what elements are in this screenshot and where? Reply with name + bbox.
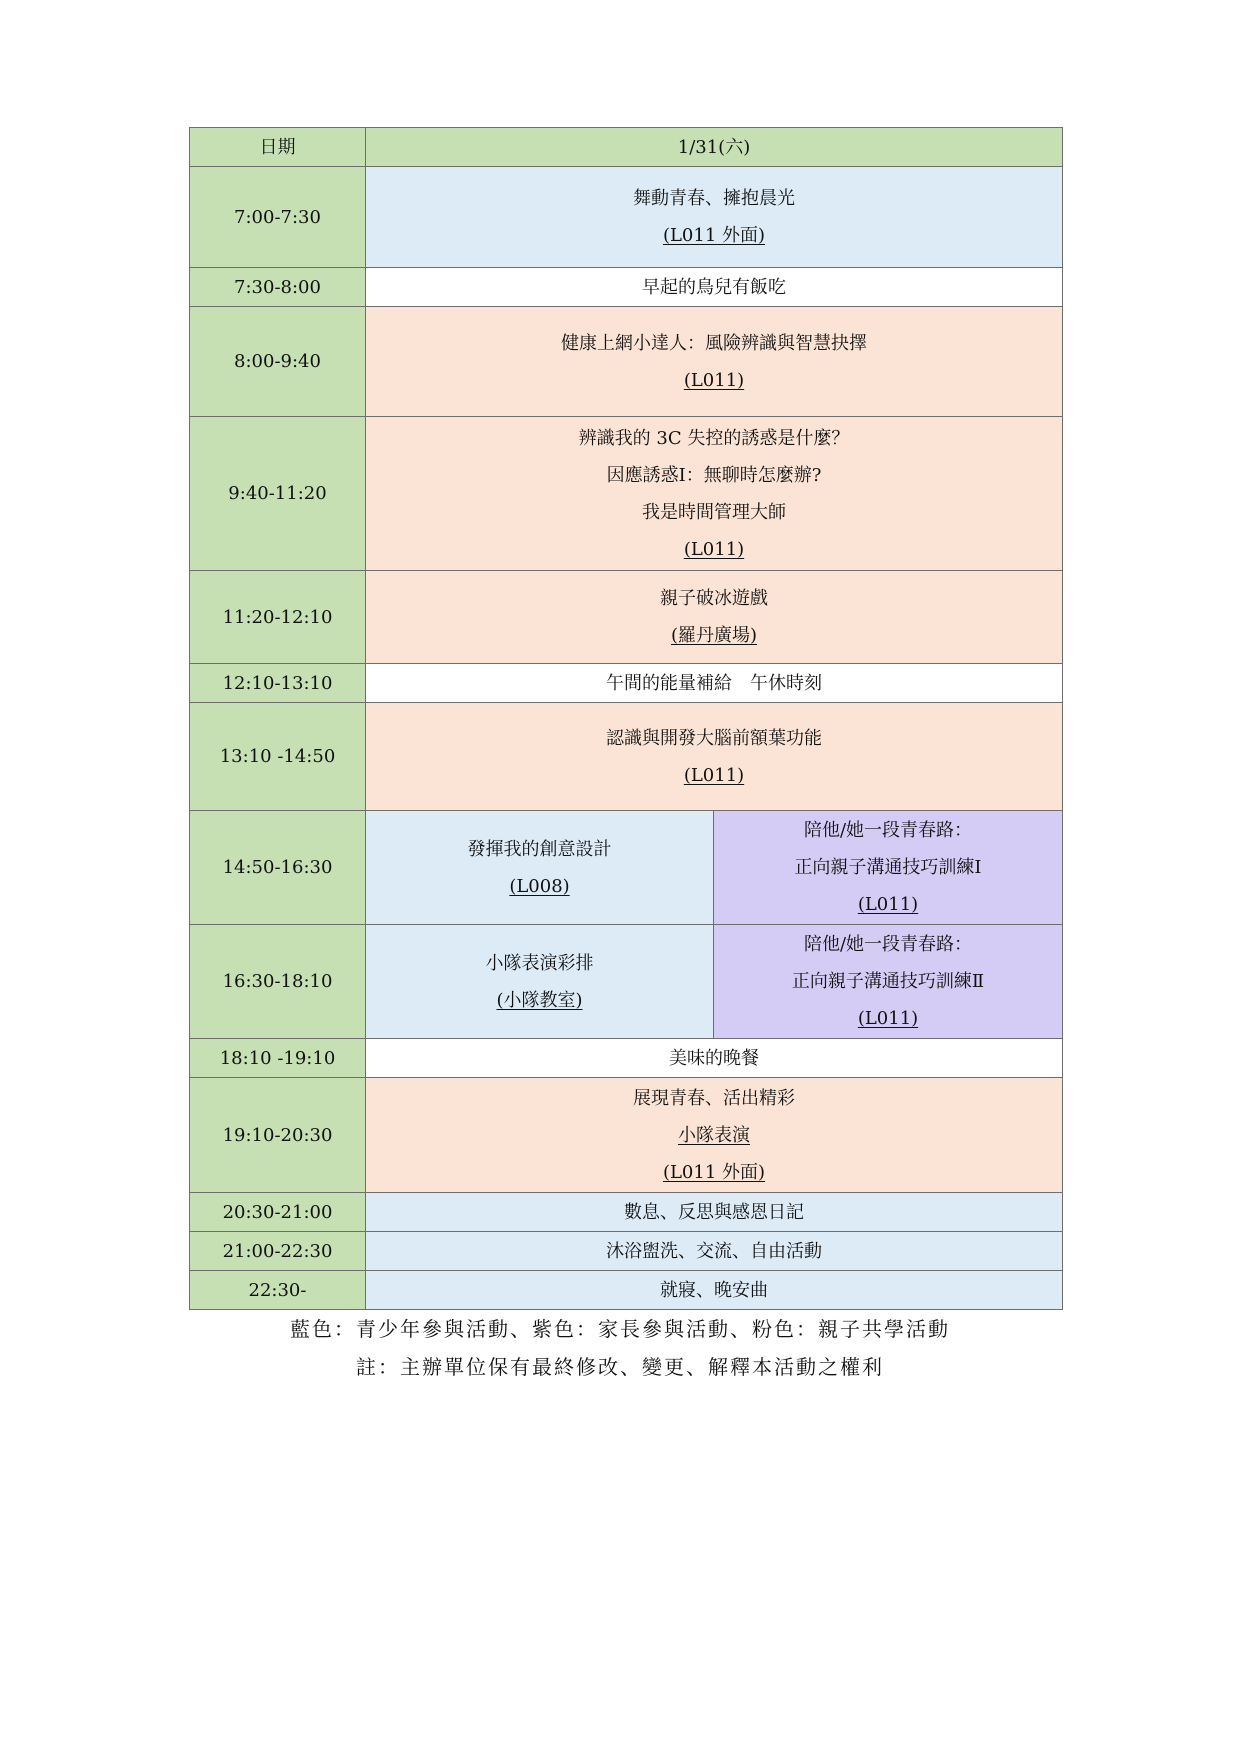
day-header: 1/31(六): [366, 128, 1063, 167]
activity-cell: 早起的鳥兒有飯吃: [366, 268, 1063, 307]
activity-location: (L008): [509, 875, 570, 897]
table-row: [190, 1232, 1063, 1271]
date-label: 日期: [190, 128, 366, 167]
time-cell: 19:10-20:30: [190, 1078, 366, 1193]
activity-title: 辨識我的 3C 失控的誘惑是什麼？: [578, 427, 850, 449]
activity-location: (L011): [857, 894, 919, 915]
activity-location: (L011): [683, 538, 745, 560]
parent-activity-cell: [714, 925, 1063, 1039]
schedule-table: [189, 127, 1063, 1310]
time-cell: 16:30-18:10: [190, 925, 366, 1039]
activity-location: (L011 外面): [662, 1161, 766, 1183]
table-row: [190, 268, 1063, 307]
disclaimer-note: 註：主辦單位保有最終修改、變更、解釋本活動之權利: [356, 1355, 884, 1379]
table-row: [190, 571, 1063, 664]
activity-cell: [366, 307, 1063, 417]
time-cell: 12:10-13:10: [190, 664, 366, 703]
activity-location: (小隊教室): [496, 989, 583, 1011]
activity-cell: [366, 167, 1063, 268]
activity-title: 陪他/她一段青春路：: [803, 820, 973, 841]
footnotes: [0, 1310, 1240, 1386]
table-row: [190, 1039, 1063, 1078]
table-header-row: [190, 128, 1063, 167]
time-cell: 7:00-7:30: [190, 167, 366, 268]
table-row: [190, 167, 1063, 268]
activity-subtitle: 小隊表演: [678, 1124, 750, 1146]
color-legend: 藍色：青少年參與活動、紫色：家長參與活動、粉色：親子共學活動: [290, 1317, 950, 1341]
activity-title: 小隊表演彩排: [485, 952, 594, 974]
youth-activity-cell: [366, 925, 714, 1039]
table-row: [190, 811, 1063, 925]
time-cell: 21:00-22:30: [190, 1232, 366, 1271]
time-cell: 11:20-12:10: [190, 571, 366, 664]
activity-title: 親子破冰遊戲: [660, 588, 768, 609]
activity-cell: 沐浴盥洗、交流、自由活動: [366, 1232, 1063, 1271]
time-cell: 9:40-11:20: [190, 417, 366, 571]
table-row: [190, 1271, 1063, 1310]
activity-cell: 數息、反思與感恩日記: [366, 1193, 1063, 1232]
activity-title: 正向親子溝通技巧訓練Ⅱ: [791, 971, 985, 992]
activity-cell: [366, 417, 1063, 571]
activity-title: 展現青春、活出精彩: [633, 1087, 795, 1109]
activity-title: 舞動青春、擁抱晨光: [633, 188, 795, 209]
youth-activity-cell: [366, 811, 714, 925]
table-row: [190, 925, 1063, 1039]
time-cell: 22:30-: [190, 1271, 366, 1310]
activity-title: 健康上網小達人：風險辨識與智慧抉擇: [561, 332, 867, 354]
activity-cell: 午間的能量補給 午休時刻: [366, 664, 1063, 703]
activity-location: (L011): [683, 764, 745, 786]
activity-title: 陪他/她一段青春路：: [803, 934, 973, 955]
time-cell: 7:30-8:00: [190, 268, 366, 307]
activity-cell: [366, 571, 1063, 664]
time-cell: 20:30-21:00: [190, 1193, 366, 1232]
table-row: [190, 307, 1063, 417]
table-row: [190, 1193, 1063, 1232]
table-row: [190, 417, 1063, 571]
activity-cell: [366, 1078, 1063, 1193]
activity-cell: 美味的晚餐: [366, 1039, 1063, 1078]
time-cell: 8:00-9:40: [190, 307, 366, 417]
table-row: [190, 664, 1063, 703]
time-cell: 13:10 -14:50: [190, 703, 366, 811]
activity-title: 認識與開發大腦前額葉功能: [606, 727, 822, 749]
activity-title: 正向親子溝通技巧訓練Ⅰ: [794, 857, 982, 878]
activity-cell: 就寢、晚安曲: [366, 1271, 1063, 1310]
time-cell: 14:50-16:30: [190, 811, 366, 925]
activity-title: 因應誘惑Ⅰ：無聊時怎麼辦?: [606, 464, 822, 486]
activity-cell: [366, 703, 1063, 811]
table-row: [190, 1078, 1063, 1193]
table-row: [190, 703, 1063, 811]
activity-location: (L011 外面): [662, 225, 766, 246]
activity-title: 發揮我的創意設計: [467, 838, 612, 860]
time-cell: 18:10 -19:10: [190, 1039, 366, 1078]
activity-title: 我是時間管理大師: [642, 501, 786, 523]
activity-location: (L011): [683, 369, 745, 391]
activity-location: (L011): [857, 1008, 919, 1029]
activity-location: (羅丹廣場): [670, 625, 758, 646]
parent-activity-cell: [714, 811, 1063, 925]
